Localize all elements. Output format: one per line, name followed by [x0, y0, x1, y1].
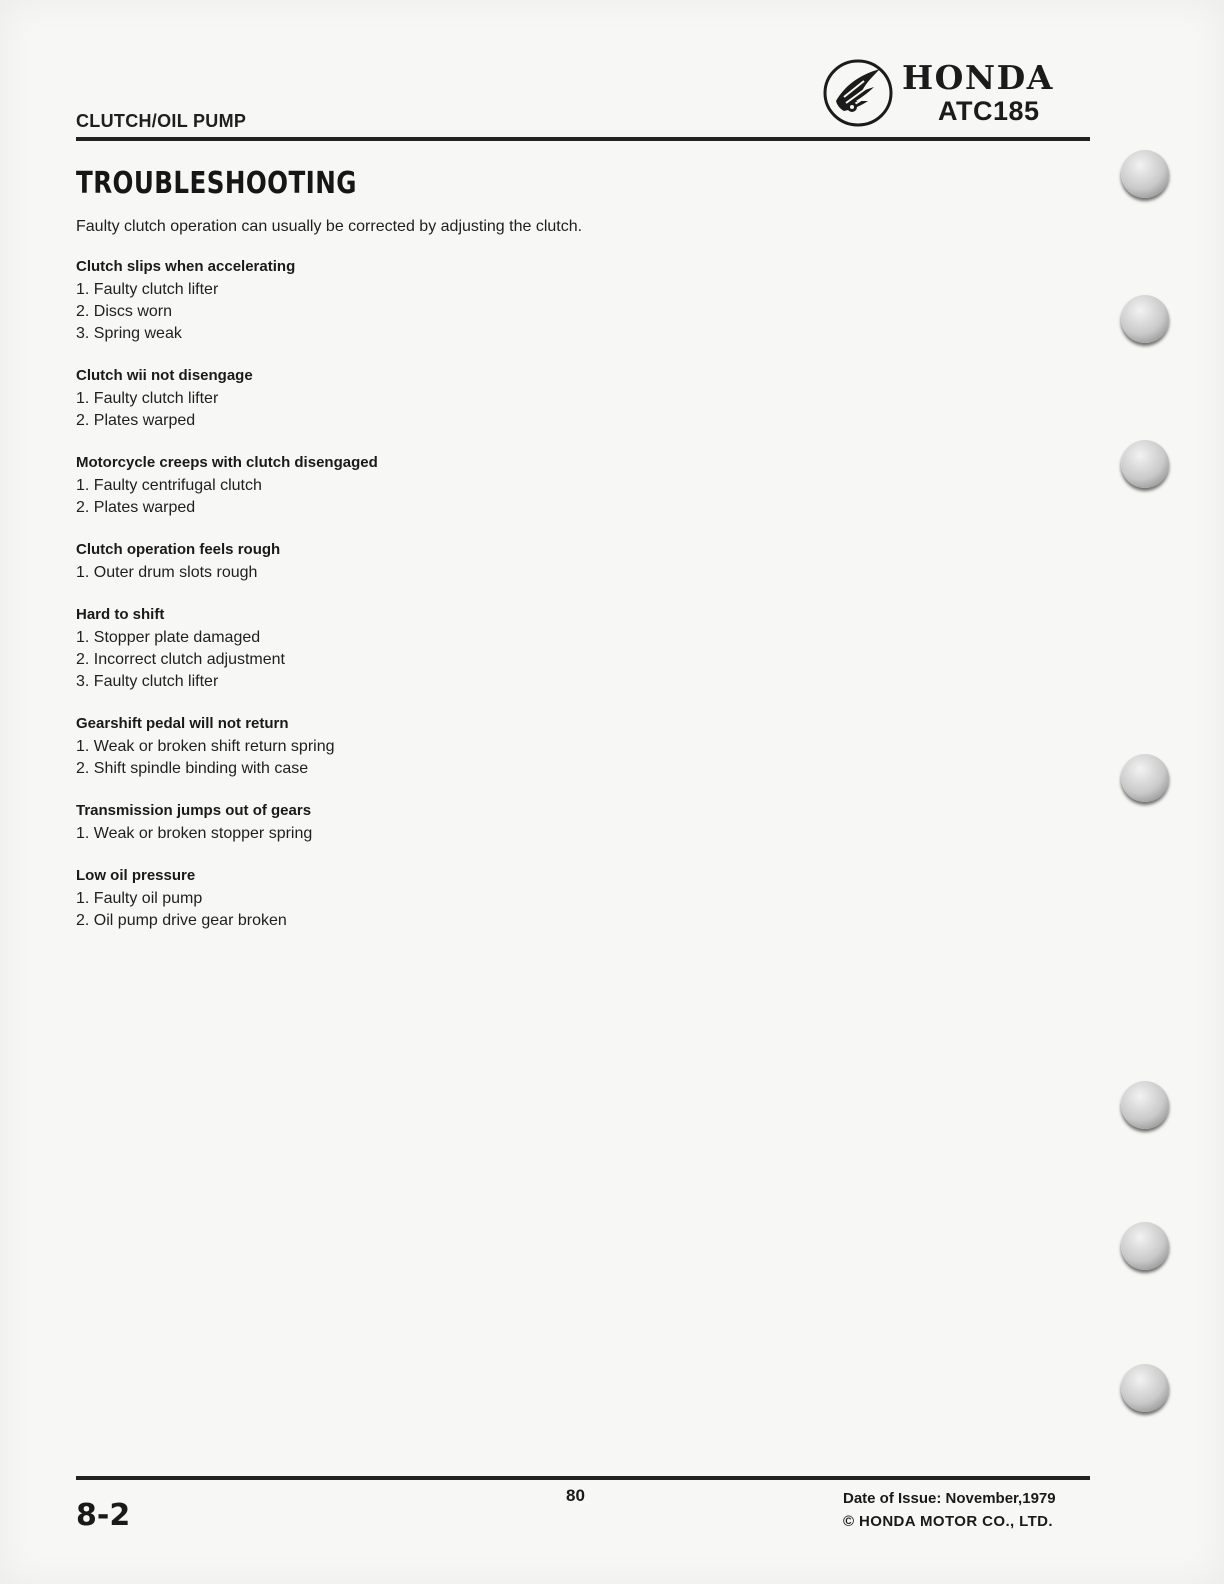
cause-list [76, 475, 776, 519]
trouble-group [76, 800, 776, 845]
cause-item: 3. Faulty clutch lifter [76, 673, 219, 690]
cause-list [76, 279, 776, 345]
trouble-heading: Clutch slips when accelerating [76, 258, 296, 275]
trouble-heading: Low oil pressure [76, 867, 196, 884]
trouble-heading: Clutch operation feels rough [76, 541, 281, 558]
honda-wing-icon [822, 57, 894, 129]
cause-item: 2. Incorrect clutch adjustment [76, 651, 285, 668]
trouble-heading: Gearshift pedal will not return [76, 715, 289, 732]
cause-item: 1. Faulty centrifugal clutch [76, 477, 262, 494]
cause-item: 1. Faulty oil pump [76, 890, 203, 907]
trouble-group [76, 604, 776, 693]
trouble-group [76, 365, 776, 432]
cause-item: 1. Weak or broken stopper spring [76, 825, 313, 842]
troubleshooting-list [76, 256, 776, 932]
page-number: 80 [566, 1486, 585, 1505]
binder-hole [1121, 295, 1169, 343]
binder-hole [1121, 754, 1169, 802]
cause-list [76, 388, 776, 432]
cause-list [76, 562, 776, 584]
binder-hole [1121, 1222, 1169, 1270]
cause-list [76, 823, 776, 845]
binder-hole [1121, 440, 1169, 488]
trouble-heading: Hard to shift [76, 606, 165, 623]
cause-item: 2. Oil pump drive gear broken [76, 912, 287, 929]
footer-rule [76, 1476, 1090, 1480]
cause-item: 2. Plates warped [76, 412, 196, 429]
trouble-heading: Motorcycle creeps with clutch disengaged [76, 454, 378, 471]
trouble-group [76, 865, 776, 932]
brand-name: HONDA [902, 58, 1054, 97]
cause-list [76, 627, 776, 693]
cause-list [76, 736, 776, 780]
copyright: © HONDA MOTOR CO., LTD. [843, 1513, 1053, 1530]
binder-hole [1121, 1364, 1169, 1412]
binder-hole [1121, 1081, 1169, 1129]
trouble-heading: Clutch wii not disengage [76, 367, 253, 384]
cause-item: 2. Shift spindle binding with case [76, 760, 309, 777]
cause-item: 1. Stopper plate damaged [76, 629, 261, 646]
page-code: 8-2 [76, 1498, 131, 1533]
cause-item: 2. Discs worn [76, 303, 173, 320]
trouble-group [76, 713, 776, 780]
trouble-group [76, 256, 776, 345]
binder-hole [1121, 150, 1169, 198]
header-rule [76, 137, 1090, 141]
trouble-group [76, 539, 776, 584]
section-label: CLUTCH/OIL PUMP [76, 111, 247, 131]
cause-item: 1. Weak or broken shift return spring [76, 738, 335, 755]
cause-list [76, 888, 776, 932]
model-name: ATC185 [938, 96, 1040, 126]
trouble-group [76, 452, 776, 519]
issue-date: Date of Issue: November,1979 [843, 1490, 1056, 1507]
trouble-heading: Transmission jumps out of gears [76, 802, 312, 819]
cause-item: 3. Spring weak [76, 325, 182, 342]
cause-item: 1. Faulty clutch lifter [76, 281, 219, 298]
cause-item: 2. Plates warped [76, 499, 196, 516]
cause-item: 1. Outer drum slots rough [76, 564, 258, 581]
cause-item: 1. Faulty clutch lifter [76, 390, 219, 407]
intro-text: Faulty clutch operation can usually be corrected by adjusting the clutch. [76, 218, 583, 235]
page-title: TROUBLESHOOTING [76, 166, 357, 201]
